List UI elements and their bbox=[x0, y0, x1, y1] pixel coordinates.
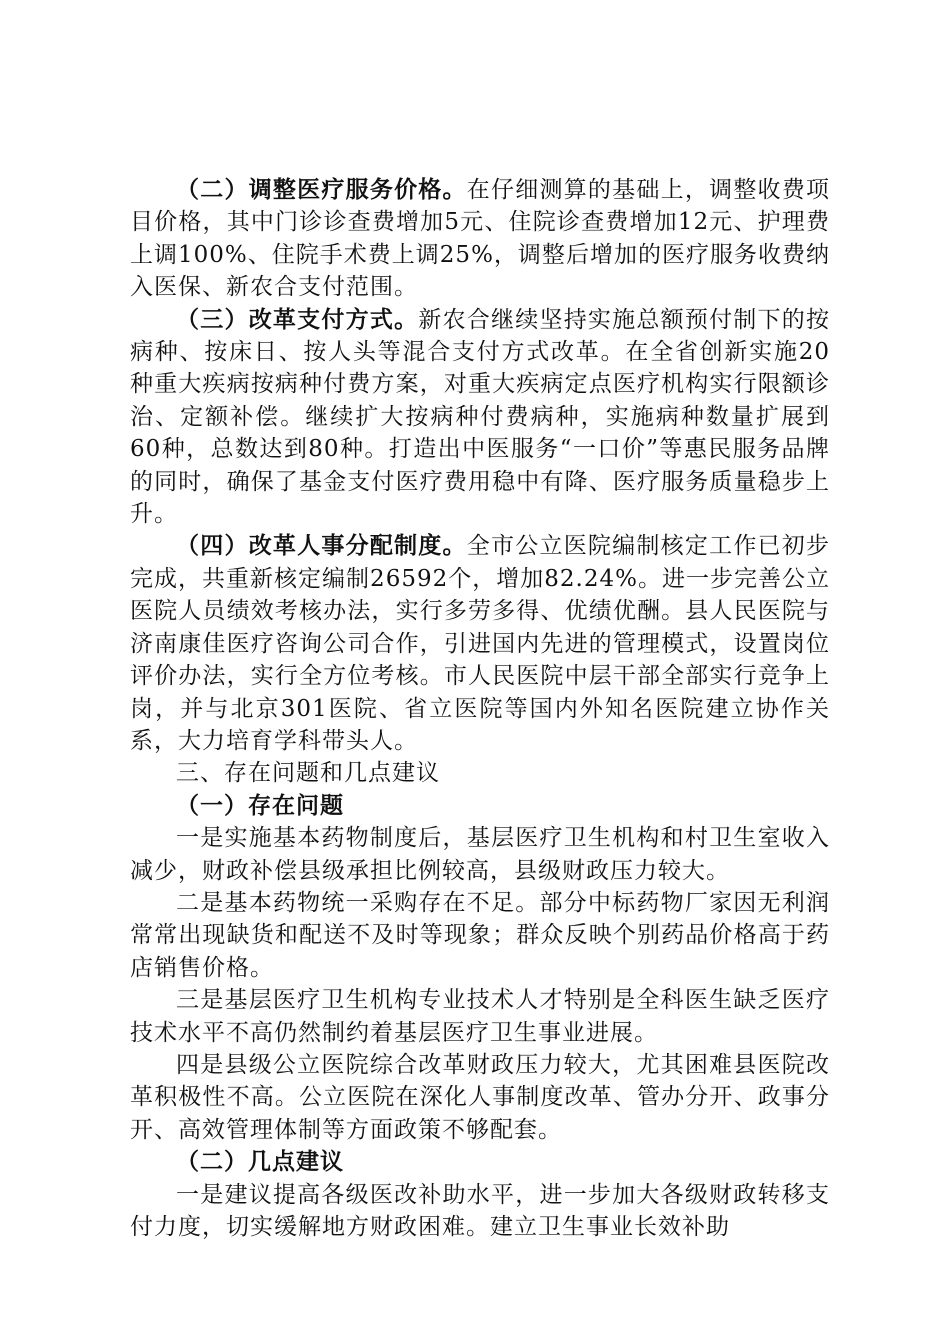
paragraph-price-adjustment bbox=[130, 174, 830, 304]
subsection-heading-problems: （一）存在问题 bbox=[176, 792, 344, 819]
paragraph-text: 全市公立医院编制核定工作已初步完成，共重新核定编制26592个，增加82.24%。进一步完善公立医院人员绩效考核办法，实行多劳多得、优绩优酬。县人民医院与济南康佳医疗咨询公司合作，引进国内先进的管理模式，设置岗位评价办法，实行全方位考核。市人民医院中层干部全部实行竞争上岗，并与北京301医院、省立医院等国内外知名医院建立协作关系，大力培育学科带头人。 bbox=[130, 533, 831, 754]
paragraph-text: 在仔细测算的基础上，调整收费项目价格，其中门诊诊查费增加5元、住院诊查费增加12元、护理费上调100%、住院手术费上调25%，调整后增加的医疗服务收费纳入医保、新农合支付范围。 bbox=[130, 177, 831, 301]
paragraph-payment-reform bbox=[130, 304, 830, 531]
paragraph-text: 新农合继续坚持实施总额预付制下的按病种、按床日、按人头等混合支付方式改革。在全省创新实施20种重大疾病按病种付费方案，对重大疾病定点医疗机构实行限额诊治、定额补偿。继续扩大按病种付费病种，实施病种数量扩展到60种，总数达到80种。打造出中医服务“一口价”等惠民服务品牌的同时，确保了基金支付医疗费用稳中有降、医疗服务质量稳步上升。 bbox=[130, 306, 831, 528]
paragraph-lead: （三）改革支付方式。 bbox=[176, 306, 419, 333]
suggestion-item-1: 一是建议提高各级医改补助水平，进一步加大各级财政转移支付力度，切实缓解地方财政困难。建立卫生事业长效补助 bbox=[130, 1181, 830, 1240]
problem-item-4: 四是县级公立医院综合改革财政压力较大，尤其困难县医院改革积极性不高。公立医院在深化人事制度改革、管办分开、政事分开、高效管理体制等方面政策不够配套。 bbox=[130, 1051, 830, 1143]
subsection-heading-suggestions: （二）几点建议 bbox=[176, 1149, 344, 1176]
paragraph-lead: （四）改革人事分配制度。 bbox=[176, 533, 467, 560]
problem-item-3: 三是基层医疗卫生机构专业技术人才特别是全科医生缺乏医疗技术水平不高仍然制约着基层医疗卫生事业进展。 bbox=[130, 987, 830, 1046]
section-heading: 三、存在问题和几点建议 bbox=[176, 760, 440, 787]
problem-item-2: 二是基本药物统一采购存在不足。部分中标药物厂家因无利润常常出现缺货和配送不及时等现象；群众反映个别药品价格高于药店销售价格。 bbox=[130, 889, 830, 981]
problem-item-1: 一是实施基本药物制度后，基层医疗卫生机构和村卫生室收入减少，财政补偿县级承担比例较高，县级财政压力较大。 bbox=[130, 825, 830, 884]
paragraph-lead: （二）调整医疗服务价格。 bbox=[176, 177, 467, 203]
document-page bbox=[130, 174, 830, 1243]
paragraph-personnel-reform bbox=[130, 530, 830, 757]
